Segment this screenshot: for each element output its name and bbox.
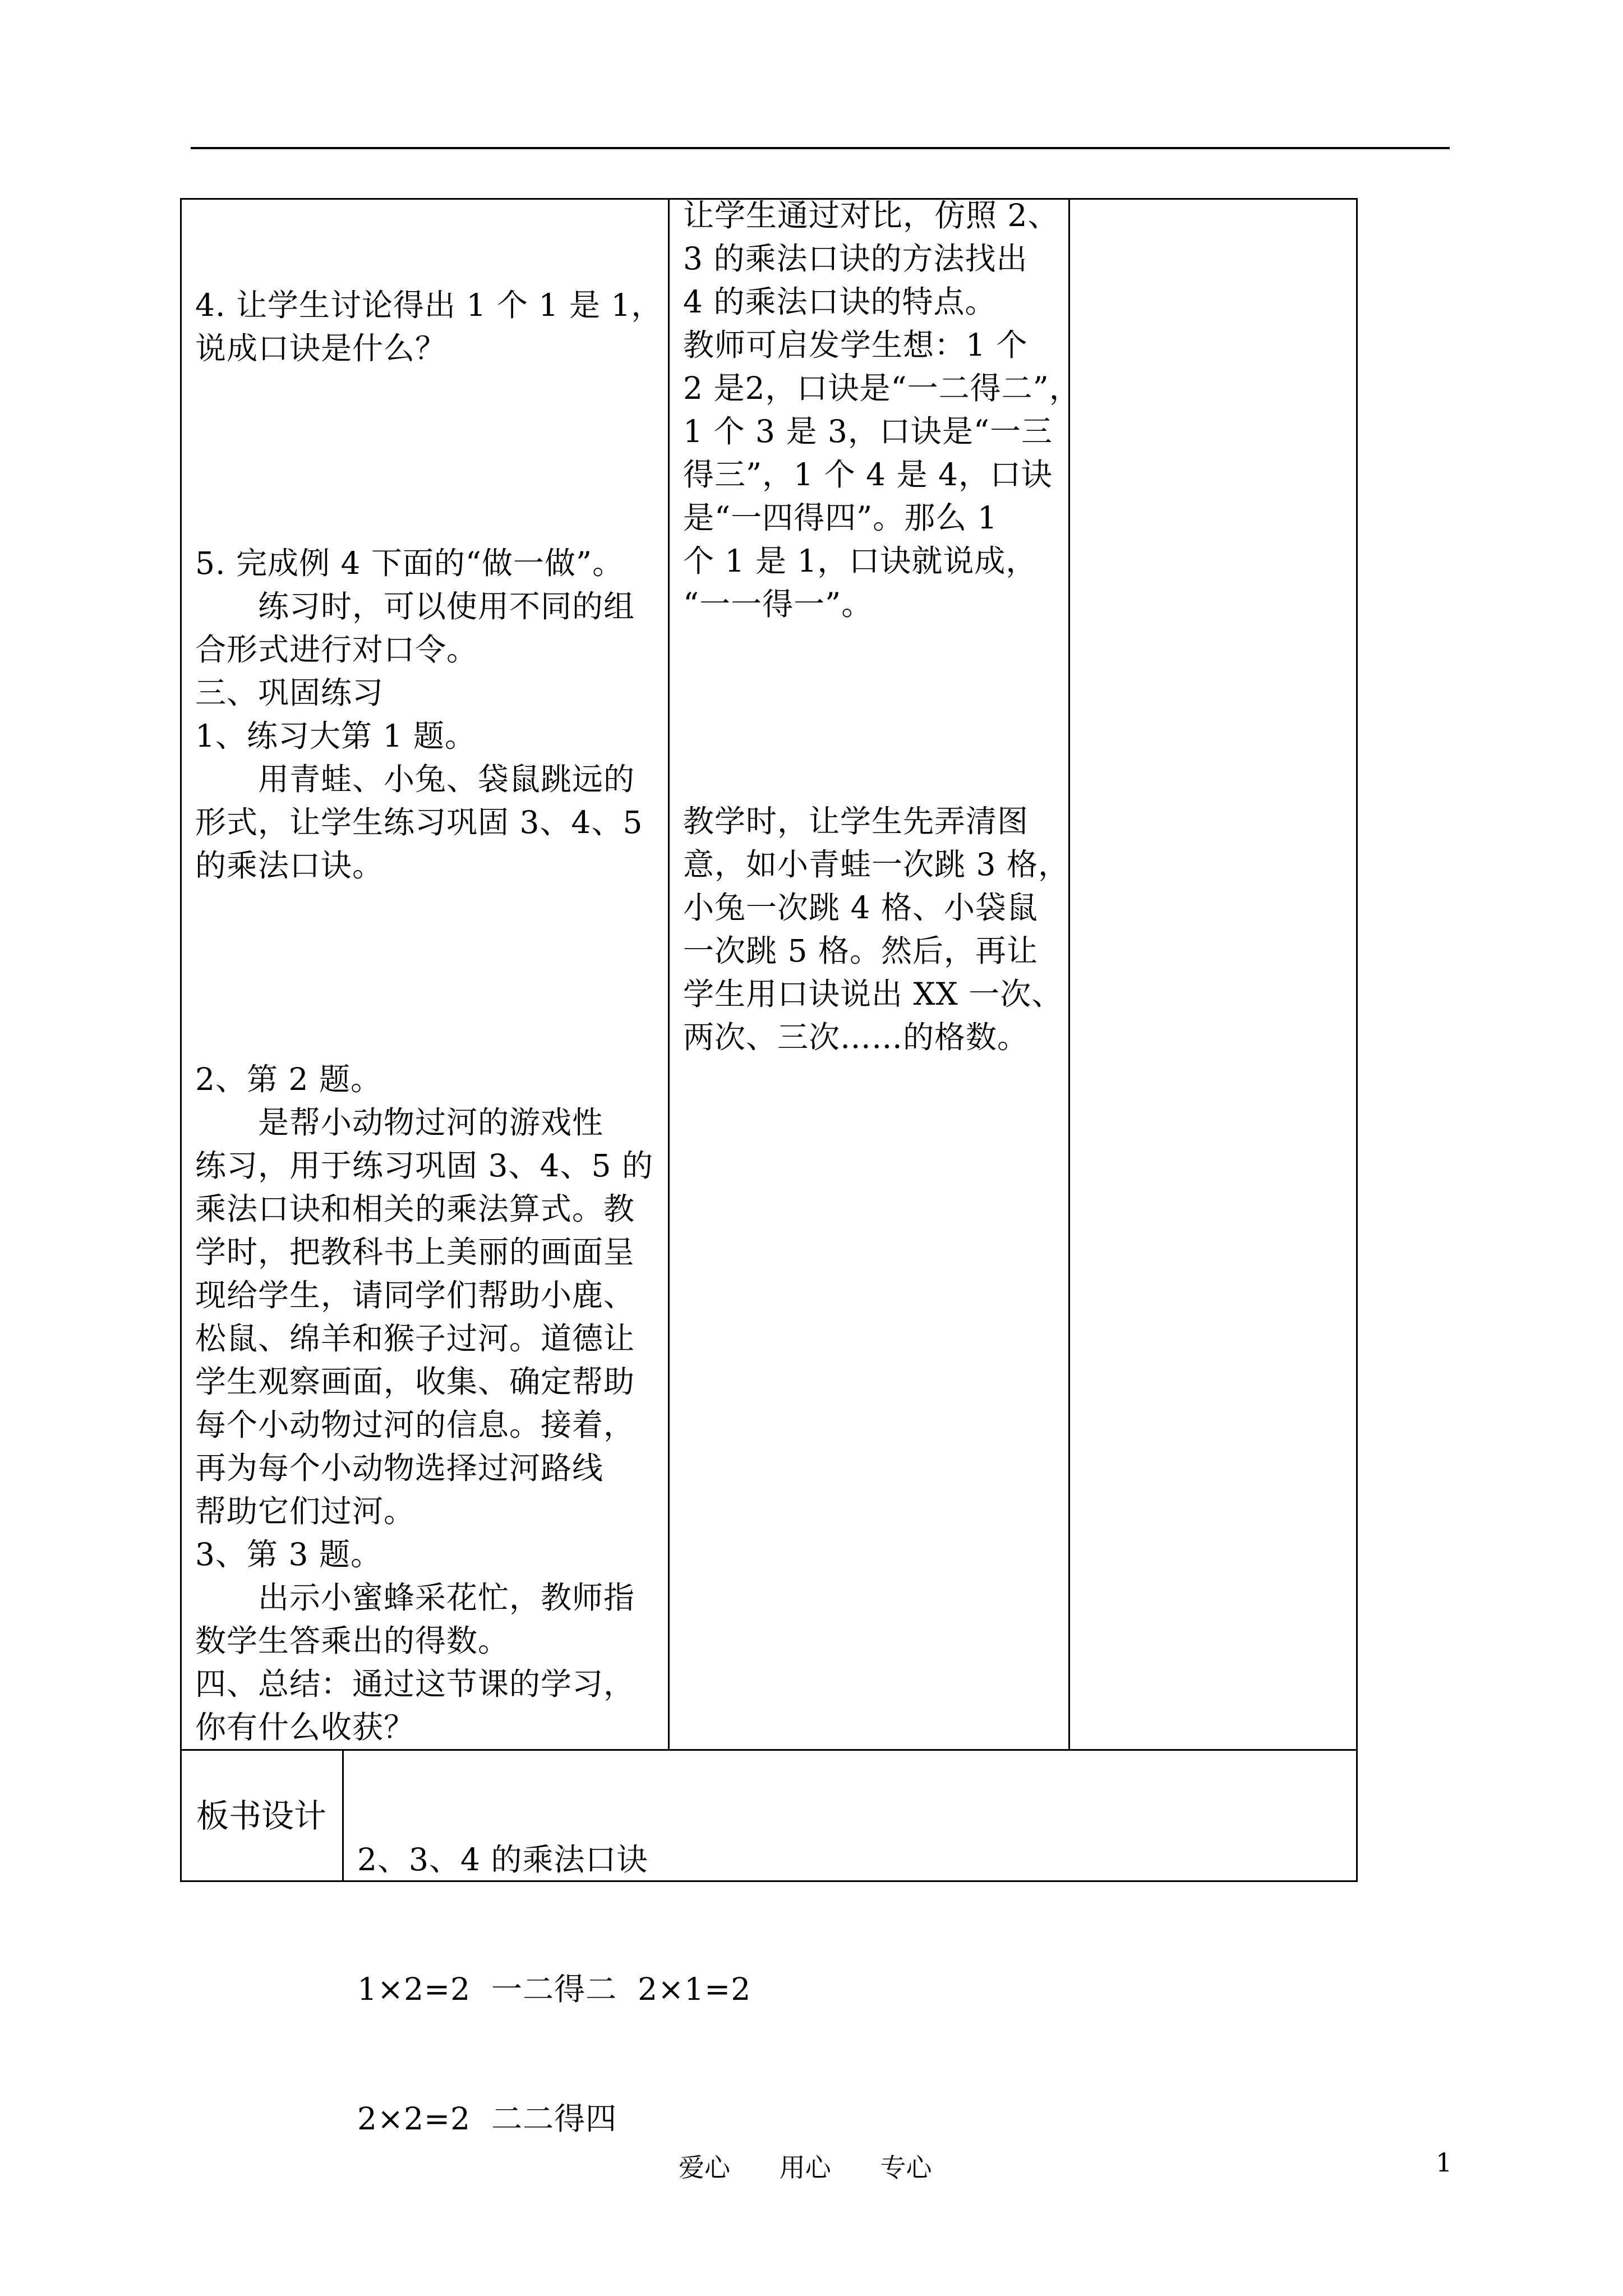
design-note-1: 让学生通过对比，仿照 2、 3 的乘法口诀的方法找出 4 的乘法口诀的特点。 教师可启发学生想：1 个 2 是2，口诀是“一二得二”， 1 个 3 是 3，口诀是“一三 得三”，1 个 4 是 4，口诀 是“一四得四”。那么 1 个 1 是 1，口诀就说成， “一一得一”。: [683, 197, 1081, 622]
board-design-lines: 2、3、4 的乘法口诀 1×2=2 一二得二 2×1=2 2×2=2 二二得四: [357, 1842, 751, 2137]
board-design-label: 板书设计: [196, 1797, 327, 1835]
board-design-content-cell: [343, 1750, 1357, 2137]
header-rule: [191, 147, 1450, 149]
remarks-cell: [1069, 199, 1357, 1750]
lesson-plan-table: [180, 197, 1358, 2137]
exercise-2-text: 2、第 2 题。 是帮小动物过河的游戏性 练习，用于练习巩固 3、4、5 的 乘法口诀和相关的乘法算式。教 学时，把教科书上美丽的画面呈 现给学生，请同学们帮助小鹿、 松鼠、绵羊和猴子过河。道德让 学生观察画面，收集、确定帮助 每个小动物过河的信息。接着， 再为每个小动物选择过河路线 帮助它们过河。 3、第 3 题。 出示小蜜蜂采花忙，教师指 数学生答乘出的得数。 四、总结：通过这节课的学习， 你有什么收获？: [195, 1061, 653, 1745]
footer-motto: 爱心 用心 专心: [679, 2152, 932, 2183]
design-intent-cell: [669, 197, 1081, 1750]
teaching-process-cell: [181, 199, 669, 1750]
table-row-board-design: [181, 1750, 1357, 1881]
page-number: 1: [1436, 2147, 1453, 2178]
design-note-2: 教学时，让学生先弄清图 意，如小青蛙一次跳 3 格， 小兔一次跳 4 格、小袋鼠 一次跳 5 格。然后，再让 学生用口诀说出 XX 一次、 两次、三次……的格数。: [683, 803, 1069, 1055]
board-design-label-cell: [181, 1750, 343, 1881]
table-row-procedure: [181, 199, 1357, 1750]
step-5-text: 5. 完成例 4 下面的“做一做”。 练习时，可以使用不同的组 合形式进行对口令。 三、巩固练习 1、练习大第 1 题。 用青蛙、小兔、袋鼠跳远的 形式，让学生练习巩固 3、4、5 的乘法口诀。: [195, 545, 643, 884]
step-4-text: 4. 让学生讨论得出 1 个 1 是 1， 说成口诀是什么？: [195, 287, 663, 366]
